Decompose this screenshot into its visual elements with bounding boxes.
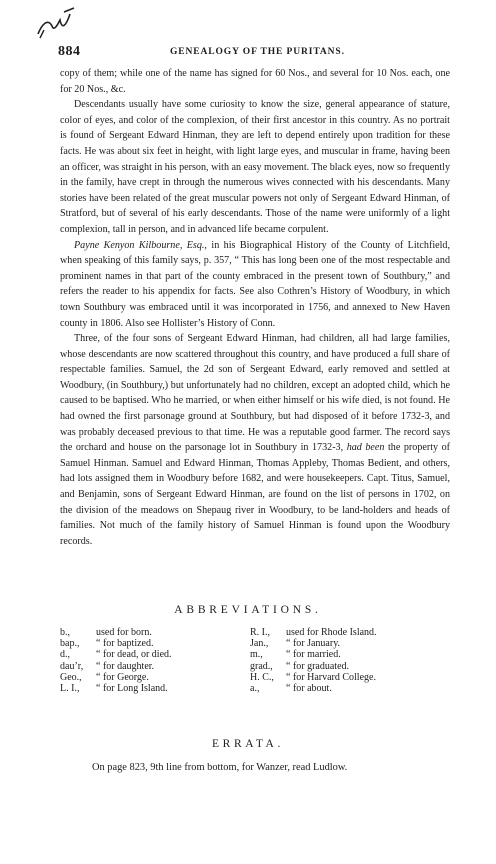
paragraph-3-text: Biographical History of the County of Litchfield, when speaking of this family says, p. 357, “ This has long been one of the most respectable and prominent names in that part of the county embraced in the present town of Southbury,” and refers the reader to his appendix for facts. See also Cothren’s History of Woodbury, in which town Southbury was embraced until it was incorporated in 1756, and annexed to New Haven county in 1806. Also see Hollister’s History of Conn. bbox=[60, 239, 450, 329]
kilbourne-name: Payne Kenyon Kilbourne, Esq., bbox=[74, 239, 207, 251]
paragraph-4-text: Three, of the four sons of Sergeant Edward Hinman, had children, all had large families, whose descendants are now scattered throughout this country, and have produced a full share of respectable families. Samuel, the 2d son of Sergeant Edward, early removed and settled at Woodbury, (in Southbury,) but unfortunately had no children, except an adopted child, which he caused to be baptised. Who he married, or when either himself or his wife died, is not found. He had owned the first parsonage ground at Southbury, but had disposed of it before 1732-3, and was probably deceased previous to that time. He was a reputable good farmer. The record says the orchard and house on the parsonage lot in Southbury in 1732-3, bbox=[60, 333, 450, 454]
abbreviation-row: L. I., “ for Long Island. bbox=[60, 683, 168, 695]
errata-text: On page 823, 9th line from bottom, for Wanzer, read Ludlow. bbox=[92, 762, 348, 773]
handwritten-mark bbox=[30, 4, 90, 44]
abbreviation-row: b., used for born. bbox=[60, 627, 152, 638]
had-been-italic: had been bbox=[346, 442, 385, 454]
abbreviation-row: Geo., “ for George. bbox=[60, 671, 149, 683]
paragraph-1: copy of them; while one of the name has signed for 60 Nos., and several for 10 Nos. each, one for 20 Nos., &c. bbox=[60, 68, 450, 95]
running-head: GENEALOGY OF THE PURITANS. bbox=[170, 47, 345, 57]
paragraph-4 bbox=[60, 331, 450, 549]
body-text bbox=[60, 66, 450, 549]
abbreviations-right-column bbox=[250, 627, 377, 694]
paragraph-2: Descendants usually have some curiosity to know the size, general appearance of stature, color of eyes, and color of the complexion, of their first ancestor in this country. As no portrait is found of Sergeant Edward Hinman, they are left to depend entirely upon tradition for these facts. He was about six feet in height, with light large eyes, and muscular in frame, having been an officer, was straight in his person, with an easy movement. The black eyes, now so frequently in the family, have crept in through the numerous wives connected with his descendants. Many stories have been related of the great muscular powers not only of Sergeant Edward Hinman, of Stratford, but of several of his early descendants. Those of the name were uniformly of a light complexion, tall in person, and in advanced life became corpulent. bbox=[60, 99, 450, 235]
errata-heading: ERRATA. bbox=[212, 738, 284, 750]
abbreviation-row: H. C., “ for Harvard College. bbox=[250, 671, 376, 683]
abbreviation-row: R. I., used for Rhode Island. bbox=[250, 627, 377, 638]
abbreviations-heading: ABBREVIATIONS. bbox=[174, 604, 322, 616]
paragraph-3 bbox=[60, 238, 450, 332]
page-header bbox=[58, 46, 454, 62]
abbreviation-row: m., “ for married. bbox=[250, 649, 341, 661]
abbreviation-row: d., “ for dead, or died. bbox=[60, 649, 172, 661]
kilbourne-join: in his bbox=[206, 239, 240, 251]
abbreviation-row: dau’r, “ for daughter. bbox=[60, 660, 155, 672]
abbreviation-row: bap., “ for baptized. bbox=[60, 638, 154, 650]
abbreviation-row: grad., “ for graduated. bbox=[250, 660, 350, 672]
page-number: 884 bbox=[58, 44, 81, 59]
abbreviation-row: a., “ for about. bbox=[250, 683, 332, 695]
abbreviation-row: Jan., “ for January. bbox=[250, 638, 341, 650]
abbreviations-left-column bbox=[60, 627, 172, 694]
paragraph-4-continued: the property of Samuel Hinman. Samuel and Edward Hinman, Thomas Appleby, Thomas Bedient, and others, had lots assigned them in Woodbury before 1682, and were housekeepers. Capt. Titus, Samuel, and Benjamin, sons of Sergeant Edward Hinman, are found on the list of persons in 1702, on the division of the meadows on Shepaug river in Woodbury, to be land-holders and heads of families. Not much of the family history of Samuel Hinman is found upon the Woodbury records. bbox=[60, 442, 451, 547]
